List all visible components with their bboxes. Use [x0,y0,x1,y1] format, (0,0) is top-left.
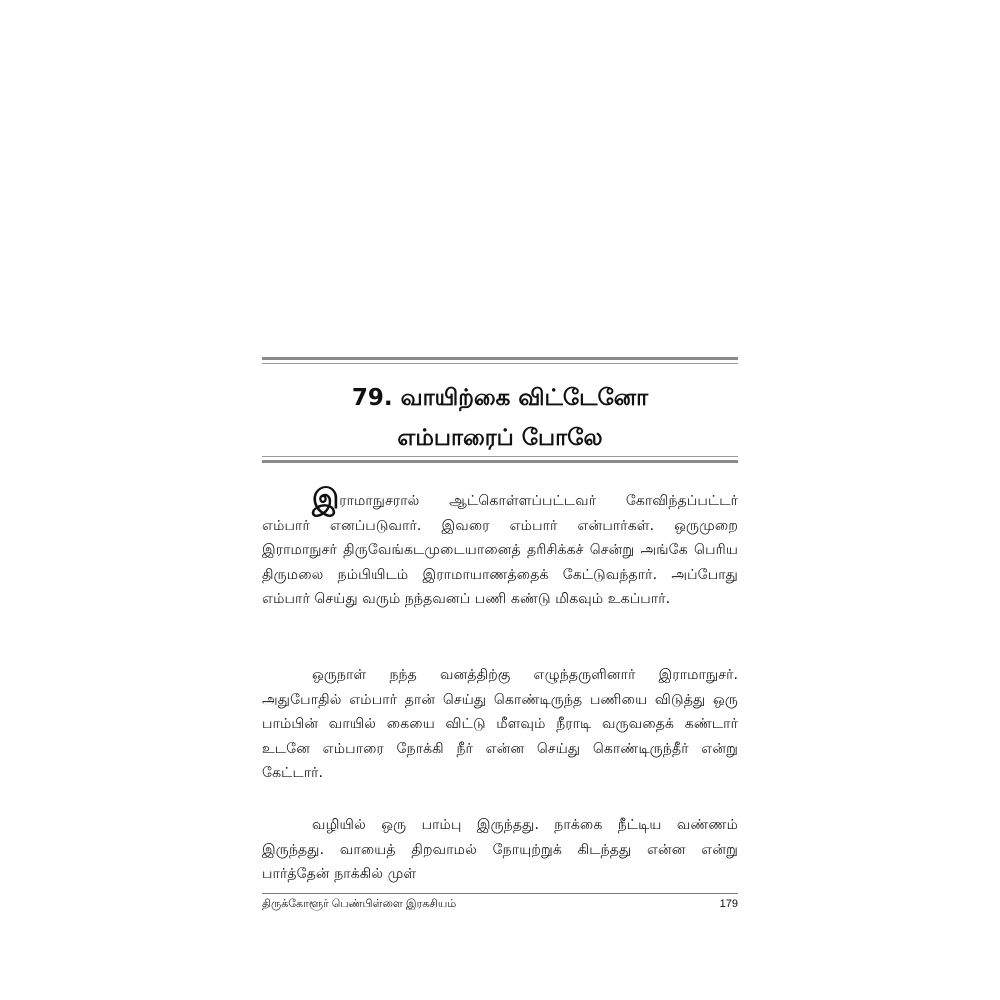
book-page [262,0,738,1000]
footer-book-title: திருக்கோளூர் பெண்பிள்ளை இரகசியம் [262,898,457,910]
paragraph-1 [262,482,738,612]
title-top-rule-thin [262,363,738,364]
paragraph-1-text [262,482,738,612]
chapter-title [262,378,738,458]
paragraph-2-text: ஒருநாள் நந்த வனத்திற்கு எழுந்தருளினார் இராமாநுசர். அதுபோதில் எம்பார் தான் செய்து கொண்டிருந்த பணியை விடுத்து ஒரு பாம்பின் வாயில் கையை விட்டு மீளவும் நீராடி வருவதைக் கண்டார் உடனே எம்பாரை நோக்கி நீர் என்ன செய்து கொண்டிருந்தீர் என்று கேட்டார். [262,667,738,781]
chapter-title-line-1: 79. வாயிற்கை விட்டேனோ [351,385,649,411]
chapter-title-line-2: எம்பாரைப் போலே [397,425,603,451]
title-bottom-rule-thin [262,456,738,457]
page-number: 179 [719,898,738,910]
drop-cap: இ [312,482,340,515]
paragraph-2 [262,663,738,786]
paragraph-3-text: வழியில் ஒரு பாம்பு இருந்தது. நாக்கை நீட்டிய வண்ணம் இருந்தது. வாயைத் திறவாமல் நோயுற்றுக் கிடந்தது என்ன என்று பார்த்தேன் நாக்கில் முள் [262,817,738,882]
title-top-rule [262,357,738,364]
title-top-rule-thick [262,357,738,360]
footer-rule [262,893,738,894]
title-bottom-rule-thick [262,460,738,463]
paragraph-3 [262,813,738,887]
title-bottom-rule [262,456,738,463]
paragraph-1-body: ராமாநுசரால் ஆட்கொள்ளப்பட்டவர் கோவிந்தப்பட்டர் எம்பார் எனப்படுவார். இவரை எம்பார் என்பார்கள். ஒருமுறை இராமாநுசர் திருவேங்கடமுடையானைத் தரிசிக்கச் சென்று அங்கே பெரிய திருமலை நம்பியிடம் இராமாயாணத்தைக் கேட்டுவந்தார். அப்போது எம்பார் செய்து வரும் நந்தவனப் பணி கண்டு மிகவும் உகப்பார். [262,493,738,607]
